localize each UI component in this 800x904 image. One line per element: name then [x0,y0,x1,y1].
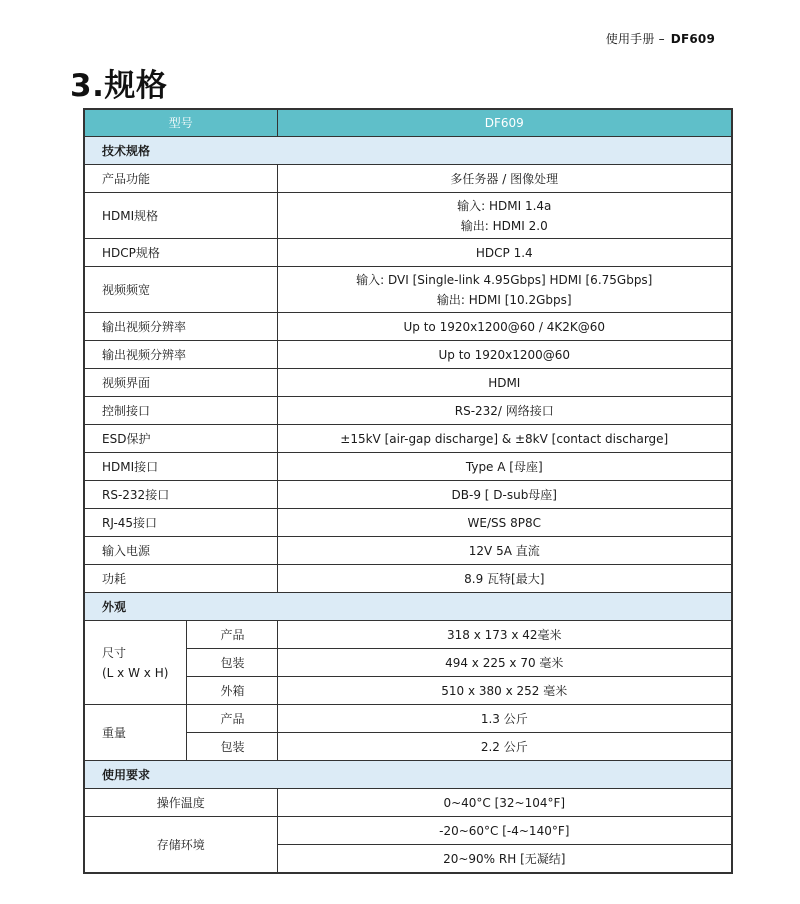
table-row [84,789,732,817]
dimensions-label [84,621,186,705]
row-label: 功耗 [84,565,277,593]
manual-label: 使用手册 – [605,32,665,46]
row-label: 视频频宽 [84,267,277,313]
row-sublabel: 产品 [186,705,277,733]
row-value: 1.3 公斤 [277,705,732,733]
row-value [277,267,732,313]
row-label: HDCP规格 [84,239,277,267]
row-value: 8.9 瓦特[最大] [277,565,732,593]
row-value-line: 输入: DVI [Single-link 4.95Gbps] HDMI [6.75Gbps] [356,272,653,287]
row-value: 多任务器 / 图像处理 [277,165,732,193]
row-label: 输入电源 [84,537,277,565]
row-label: 产品功能 [84,165,277,193]
table-row [84,453,732,481]
table-row [84,369,732,397]
row-value: WE/SS 8P8C [277,509,732,537]
row-value: Up to 1920x1200@60 / 4K2K@60 [277,313,732,341]
row-value: Type A [母座] [277,453,732,481]
row-value: 0~40°C [32~104°F] [277,789,732,817]
row-sublabel: 外箱 [186,677,277,705]
table-row [84,481,732,509]
row-label: 输出视频分辨率 [84,341,277,369]
row-label: ESD保护 [84,425,277,453]
dimensions-label-line: 尺寸 [102,645,127,660]
section-title: 使用要求 [84,761,732,789]
table-row [84,341,732,369]
table-header-row [84,109,732,137]
section-title: 外观 [84,593,732,621]
row-sublabel: 产品 [186,621,277,649]
row-sublabel: 包装 [186,649,277,677]
table-row [84,239,732,267]
row-label: RS-232接口 [84,481,277,509]
header-model-label: 型号 [84,109,277,137]
row-value [277,193,732,239]
row-value: 20~90% RH [无凝结] [277,845,732,874]
row-value: ±15kV [air-gap discharge] & ±8kV [contact discharge] [277,425,732,453]
row-label: 存储环境 [84,817,277,874]
header-model: DF609 [670,32,715,46]
table-row [84,817,732,845]
header-model-value: DF609 [277,109,732,137]
page-title: 3.规格 [70,68,168,104]
row-label: 操作温度 [84,789,277,817]
section-row-tech [84,137,732,165]
row-value-line: 输出: HDMI 2.0 [460,218,548,233]
row-value: HDMI [277,369,732,397]
table-row [84,425,732,453]
section-row-appearance [84,593,732,621]
dimensions-label-line: (L x W x H) [102,665,169,680]
row-label: 视频界面 [84,369,277,397]
row-value: 2.2 公斤 [277,733,732,761]
row-label: RJ-45接口 [84,509,277,537]
table-row [84,537,732,565]
row-value: 12V 5A 直流 [277,537,732,565]
table-row [84,565,732,593]
row-value: HDCP 1.4 [277,239,732,267]
row-value-line: 输出: HDMI [10.2Gbps] [436,292,572,307]
table-row [84,397,732,425]
row-value-line: 输入: HDMI 1.4a [457,198,552,213]
table-row [84,621,732,649]
row-value: -20~60°C [-4~140°F] [277,817,732,845]
section-title: 技术规格 [84,137,732,165]
row-sublabel: 包装 [186,733,277,761]
table-row [84,267,732,313]
table-row [84,313,732,341]
section-row-usage [84,761,732,789]
row-label: HDMI接口 [84,453,277,481]
row-value: 494 x 225 x 70 毫米 [277,649,732,677]
table-row [84,705,732,733]
running-header [606,30,715,47]
row-value: 318 x 173 x 42毫米 [277,621,732,649]
row-value: RS-232/ 网络接口 [277,397,732,425]
table-row [84,165,732,193]
table-row [84,509,732,537]
weight-label: 重量 [84,705,186,761]
table-row [84,193,732,239]
spec-table [83,108,733,874]
row-value: Up to 1920x1200@60 [277,341,732,369]
row-label: 输出视频分辨率 [84,313,277,341]
row-value: DB-9 [ D-sub母座] [277,481,732,509]
row-value: 510 x 380 x 252 毫米 [277,677,732,705]
row-label: 控制接口 [84,397,277,425]
row-label: HDMI规格 [84,193,277,239]
